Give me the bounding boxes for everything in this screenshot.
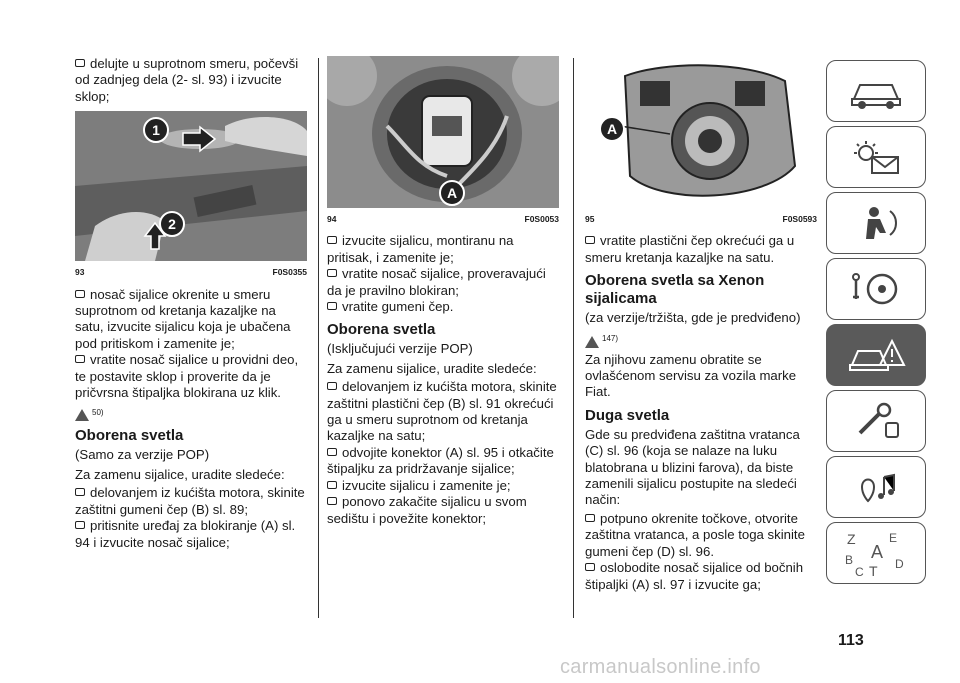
callout-1: 1 — [143, 117, 169, 143]
section-subheading: (Isključujući verzije POP) — [327, 341, 473, 357]
svg-text:T: T — [869, 563, 878, 578]
paragraph-text: Gde su predviđena zaštitna vratanca (C) sl. 96 (koja se nalaze na luku blatobrana u blizini farova), da biste zamenili sijalicu postupite na sledeći način: — [585, 426, 800, 508]
chapter-tab-driving[interactable] — [826, 258, 926, 320]
callout-a: A — [599, 116, 625, 142]
list-item: oslobodite nosač sijalice od bočnih štipaljki (A) sl. 97 i izvucite ga; — [585, 560, 817, 593]
section-subheading: (za verzije/tržišta, gde je predviđeno) — [585, 310, 801, 326]
figure-number: 93 — [75, 267, 85, 278]
callout-2: 2 — [159, 211, 185, 237]
figure-95-image — [585, 56, 817, 208]
column-1 — [75, 56, 307, 551]
list-item: potpuno okrenite točkove, otvorite zaštitna vratanca, a posle toga skinite gumeni čep (D) sl. 96. — [585, 511, 817, 560]
warning-reference: 147) — [585, 330, 817, 348]
section-heading: Oborena svetla — [327, 321, 436, 339]
chapter-tab-dashboard[interactable] — [826, 60, 926, 122]
index-letters-icon — [841, 528, 911, 578]
multimedia-icon — [846, 467, 906, 507]
intro-text: Za zamenu sijalice, uradite sledeće: — [327, 360, 537, 376]
service-wrench-icon — [846, 401, 906, 441]
chapter-tab-emergency[interactable] — [826, 324, 926, 386]
emergency-icon — [846, 335, 906, 375]
page-number: 113 — [838, 632, 864, 649]
instruction-text: delujte u suprotnom smeru, počevši od zadnjeg dela (2- sl. 93) i izvucite sklop; — [75, 56, 307, 105]
callout-a: A — [439, 180, 465, 206]
dashboard-car-icon — [846, 71, 906, 111]
svg-text:Z: Z — [847, 531, 856, 547]
list-item: delovanjem iz kućišta motora, skinite zaštitni plastični čep (B) sl. 91 okrećući ga u smeru suprotnom od kretanja kazaljke na satu; — [327, 379, 559, 445]
paragraph-text: Za njihovu zamenu obratite se ovlašćenom servisu za vozila marke Fiat. — [585, 351, 797, 400]
figure-caption — [327, 211, 559, 227]
list-item: pritisnite uređaj za blokiranje (A) sl. 94 i izvucite nosač sijalice; — [75, 518, 307, 551]
column-2 — [327, 56, 559, 527]
list-item: vratite nosač sijalice u providni deo, te postavite sklop i proverite da je pričvrsna štipaljka blokirana uz klik. — [75, 352, 307, 401]
warning-triangle-icon — [75, 409, 89, 421]
chapter-tab-safety[interactable] — [826, 192, 926, 254]
list-item: izvucite sijalicu, montiranu na pritisak, i zamenite je; — [327, 233, 559, 266]
svg-text:A: A — [871, 542, 884, 562]
intro-text: Za zamenu sijalice, uradite sledeće: — [75, 466, 285, 482]
figure-caption — [75, 264, 307, 280]
section-heading: Oborena svetla — [75, 427, 184, 445]
figure-code: F0S0355 — [272, 267, 307, 278]
warning-triangle-icon — [585, 336, 599, 348]
watermark-text: carmanualsonline.info — [560, 656, 761, 678]
chapter-tab-service[interactable] — [826, 390, 926, 452]
svg-text:E: E — [889, 531, 898, 545]
svg-text:B: B — [845, 553, 854, 567]
steering-key-icon — [846, 269, 906, 309]
figure-caption — [585, 211, 817, 227]
chapter-sidebar — [826, 60, 928, 588]
figure-code: F0S0593 — [782, 214, 817, 224]
warning-reference: 50) — [75, 403, 307, 421]
column-3 — [585, 56, 817, 593]
svg-text:C: C — [855, 565, 864, 578]
list-item: izvucite sijalicu i zamenite je; — [327, 478, 559, 494]
list-item: ponovo zakačite sijalicu u svom sedištu i povežite konektor; — [327, 494, 559, 527]
list-item: nosač sijalice okrenite u smeru suprotnom od kretanja kazaljke na satu, izvucite sijalicu koja je ubačena pod pritiskom i zamenite je; — [75, 287, 307, 353]
section-heading: Oborena svetla sa Xenon sijalicama — [585, 272, 765, 308]
list-item: delovanjem iz kućišta motora, skinite zaštitni gumeni čep (B) sl. 89; — [75, 485, 307, 518]
warning-lights-icon — [846, 137, 906, 177]
figure-number: 94 — [327, 214, 337, 224]
column-divider — [573, 58, 574, 618]
list-item: vratite nosač sijalice, proveravajući da je pravilno blokiran; — [327, 266, 559, 299]
column-divider — [318, 58, 319, 618]
figure-code: F0S0053 — [524, 214, 559, 224]
figure-94-image — [327, 56, 559, 208]
chapter-tab-warning-lights[interactable] — [826, 126, 926, 188]
figure-number: 95 — [585, 214, 595, 224]
safety-airbag-icon — [846, 203, 906, 243]
list-item: odvojite konektor (A) sl. 95 i otkačite štipaljku za pridržavanje sijalice; — [327, 445, 559, 478]
section-subheading: (Samo za verzije POP) — [75, 447, 210, 463]
figure-93-image — [75, 111, 307, 261]
chapter-tab-multimedia[interactable] — [826, 456, 926, 518]
list-item: vratite gumeni čep. — [327, 299, 559, 315]
list-item: vratite plastični čep okrećući ga u smeru kretanja kazaljke na satu. — [585, 233, 817, 266]
chapter-tab-index[interactable] — [826, 522, 926, 584]
section-heading: Duga svetla — [585, 406, 670, 424]
headlamp-rear-illustration — [75, 111, 307, 261]
svg-text:D: D — [895, 557, 904, 571]
